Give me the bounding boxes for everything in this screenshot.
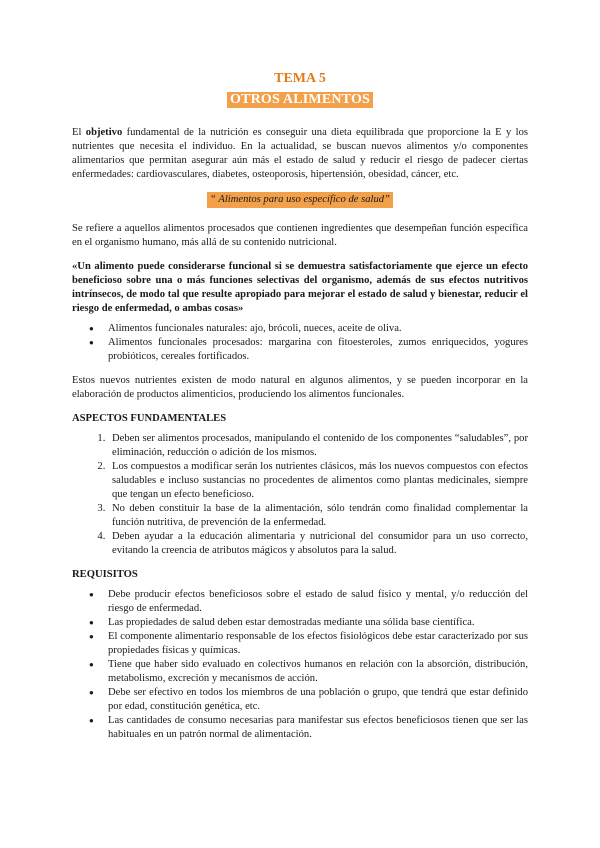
list-item: 4. Deben ayudar a la educación alimentaria y nutricional del consumidor para un uso correcto, evitando la creencia de atributos mágicos y absolutos para la salud. (108, 530, 528, 558)
list-item: ● Debe ser efectivo en todos los miembros de una población o grupo, que tendrá que estar definido por edad, constitución genética, etc. (108, 686, 528, 714)
definition-paragraph: Se refiere a aquellos alimentos procesados que contienen ingredientes que desempeñan función específica en el organismo humano, más allá de su contenido nutricional. (72, 223, 528, 248)
page-subtitle: OTROS ALIMENTOS (227, 92, 373, 108)
highlight-heading: “ Alimentos para uso específico de salud” (207, 192, 393, 208)
highlight-wrap (72, 192, 528, 208)
list-item: 1. Deben ser alimentos procesados, manipulando el contenido de los componentes “saludables”, por eliminación, reducción o adición de los mismos. (108, 432, 528, 460)
list-item: 2. Los compuestos a modificar serán los nutrientes clásicos, más los nuevos compuestos con efectos saludables e incluso sustancias no procedentes de alimentos como plantas medicinales, siempre que tengan un efecto beneficioso. (108, 460, 528, 502)
intro-paragraph (72, 126, 528, 182)
quote-paragraph: «Un alimento puede considerarse funcional si se demuestra satisfactoriamente que ejerce un efecto beneficioso sobre una o más funciones selectivas del organismo, además de sus efectos nutritivos intrínsecos, de modo tal que resulte apropiado para mejorar el estado de salud y bienestar, reducir el riesgo de enfermedad, o ambas cosas» (72, 261, 528, 314)
list-item: ● Alimentos funcionales procesados: margarina con fitoesteroles, zumos enriquecidos, yogures probióticos, cereales fortificados. (108, 336, 528, 364)
requisitos-list (72, 588, 528, 742)
aspectos-heading: ASPECTOS FUNDAMENTALES (72, 413, 227, 424)
intro-bold-word: objetivo (85, 127, 123, 138)
list-item: ● El componente alimentario responsable de los efectos fisiológicos debe estar caracterizado por sus propiedades físicas y químicas. (108, 630, 528, 658)
list-item: ● Las cantidades de consumo necesarias para manifestar sus efectos beneficiosos tienen que ser las habituales en un patrón normal de alimentación. (108, 714, 528, 742)
aspectos-list (72, 432, 528, 558)
list-item: ● Tiene que haber sido evaluado en colectivos humanos en relación con la absorción, distribución, metabolismo, excreción y mecanismos de acción. (108, 658, 528, 686)
intro-post: fundamental de la nutrición es conseguir una dieta equilibrada que proporcione la E y los nutrientes que necesita el individuo. En la actualidad, se buscan nuevos alimentos y/o componentes alimentarios que permitan asegurar aún más el estado de salud y reducir el riesgo de padecer ciertas enfermedades: cardiovasculares, diabetes, osteoporosis, hipertensión, obesidad, cáncer, etc. (72, 127, 528, 180)
intro-pre: El (72, 127, 86, 138)
list-item: 3. No deben constituir la base de la alimentación, sólo tendrán como finalidad complementar la función nutritiva, de prevención de la enfermedad. (108, 502, 528, 530)
list-item: ● Alimentos funcionales naturales: ajo, brócoli, nueces, aceite de oliva. (108, 322, 528, 336)
subtitle-wrap (72, 92, 528, 108)
page-title: TEMA 5 (274, 71, 326, 86)
new-nutrients-paragraph: Estos nuevos nutrientes existen de modo natural en algunos alimentos, y se pueden incorporar en la elaboración de productos alimenticios, produciendo los alimentos funcionales. (72, 375, 528, 400)
requisitos-heading: REQUISITOS (72, 569, 138, 580)
types-list (72, 322, 528, 364)
list-item: ● Las propiedades de salud deben estar demostradas mediante una sólida base científica. (108, 616, 528, 630)
list-item: ● Debe producir efectos beneficiosos sobre el estado de salud físico y mental, y/o reducción del riesgo de enfermedad. (108, 588, 528, 616)
